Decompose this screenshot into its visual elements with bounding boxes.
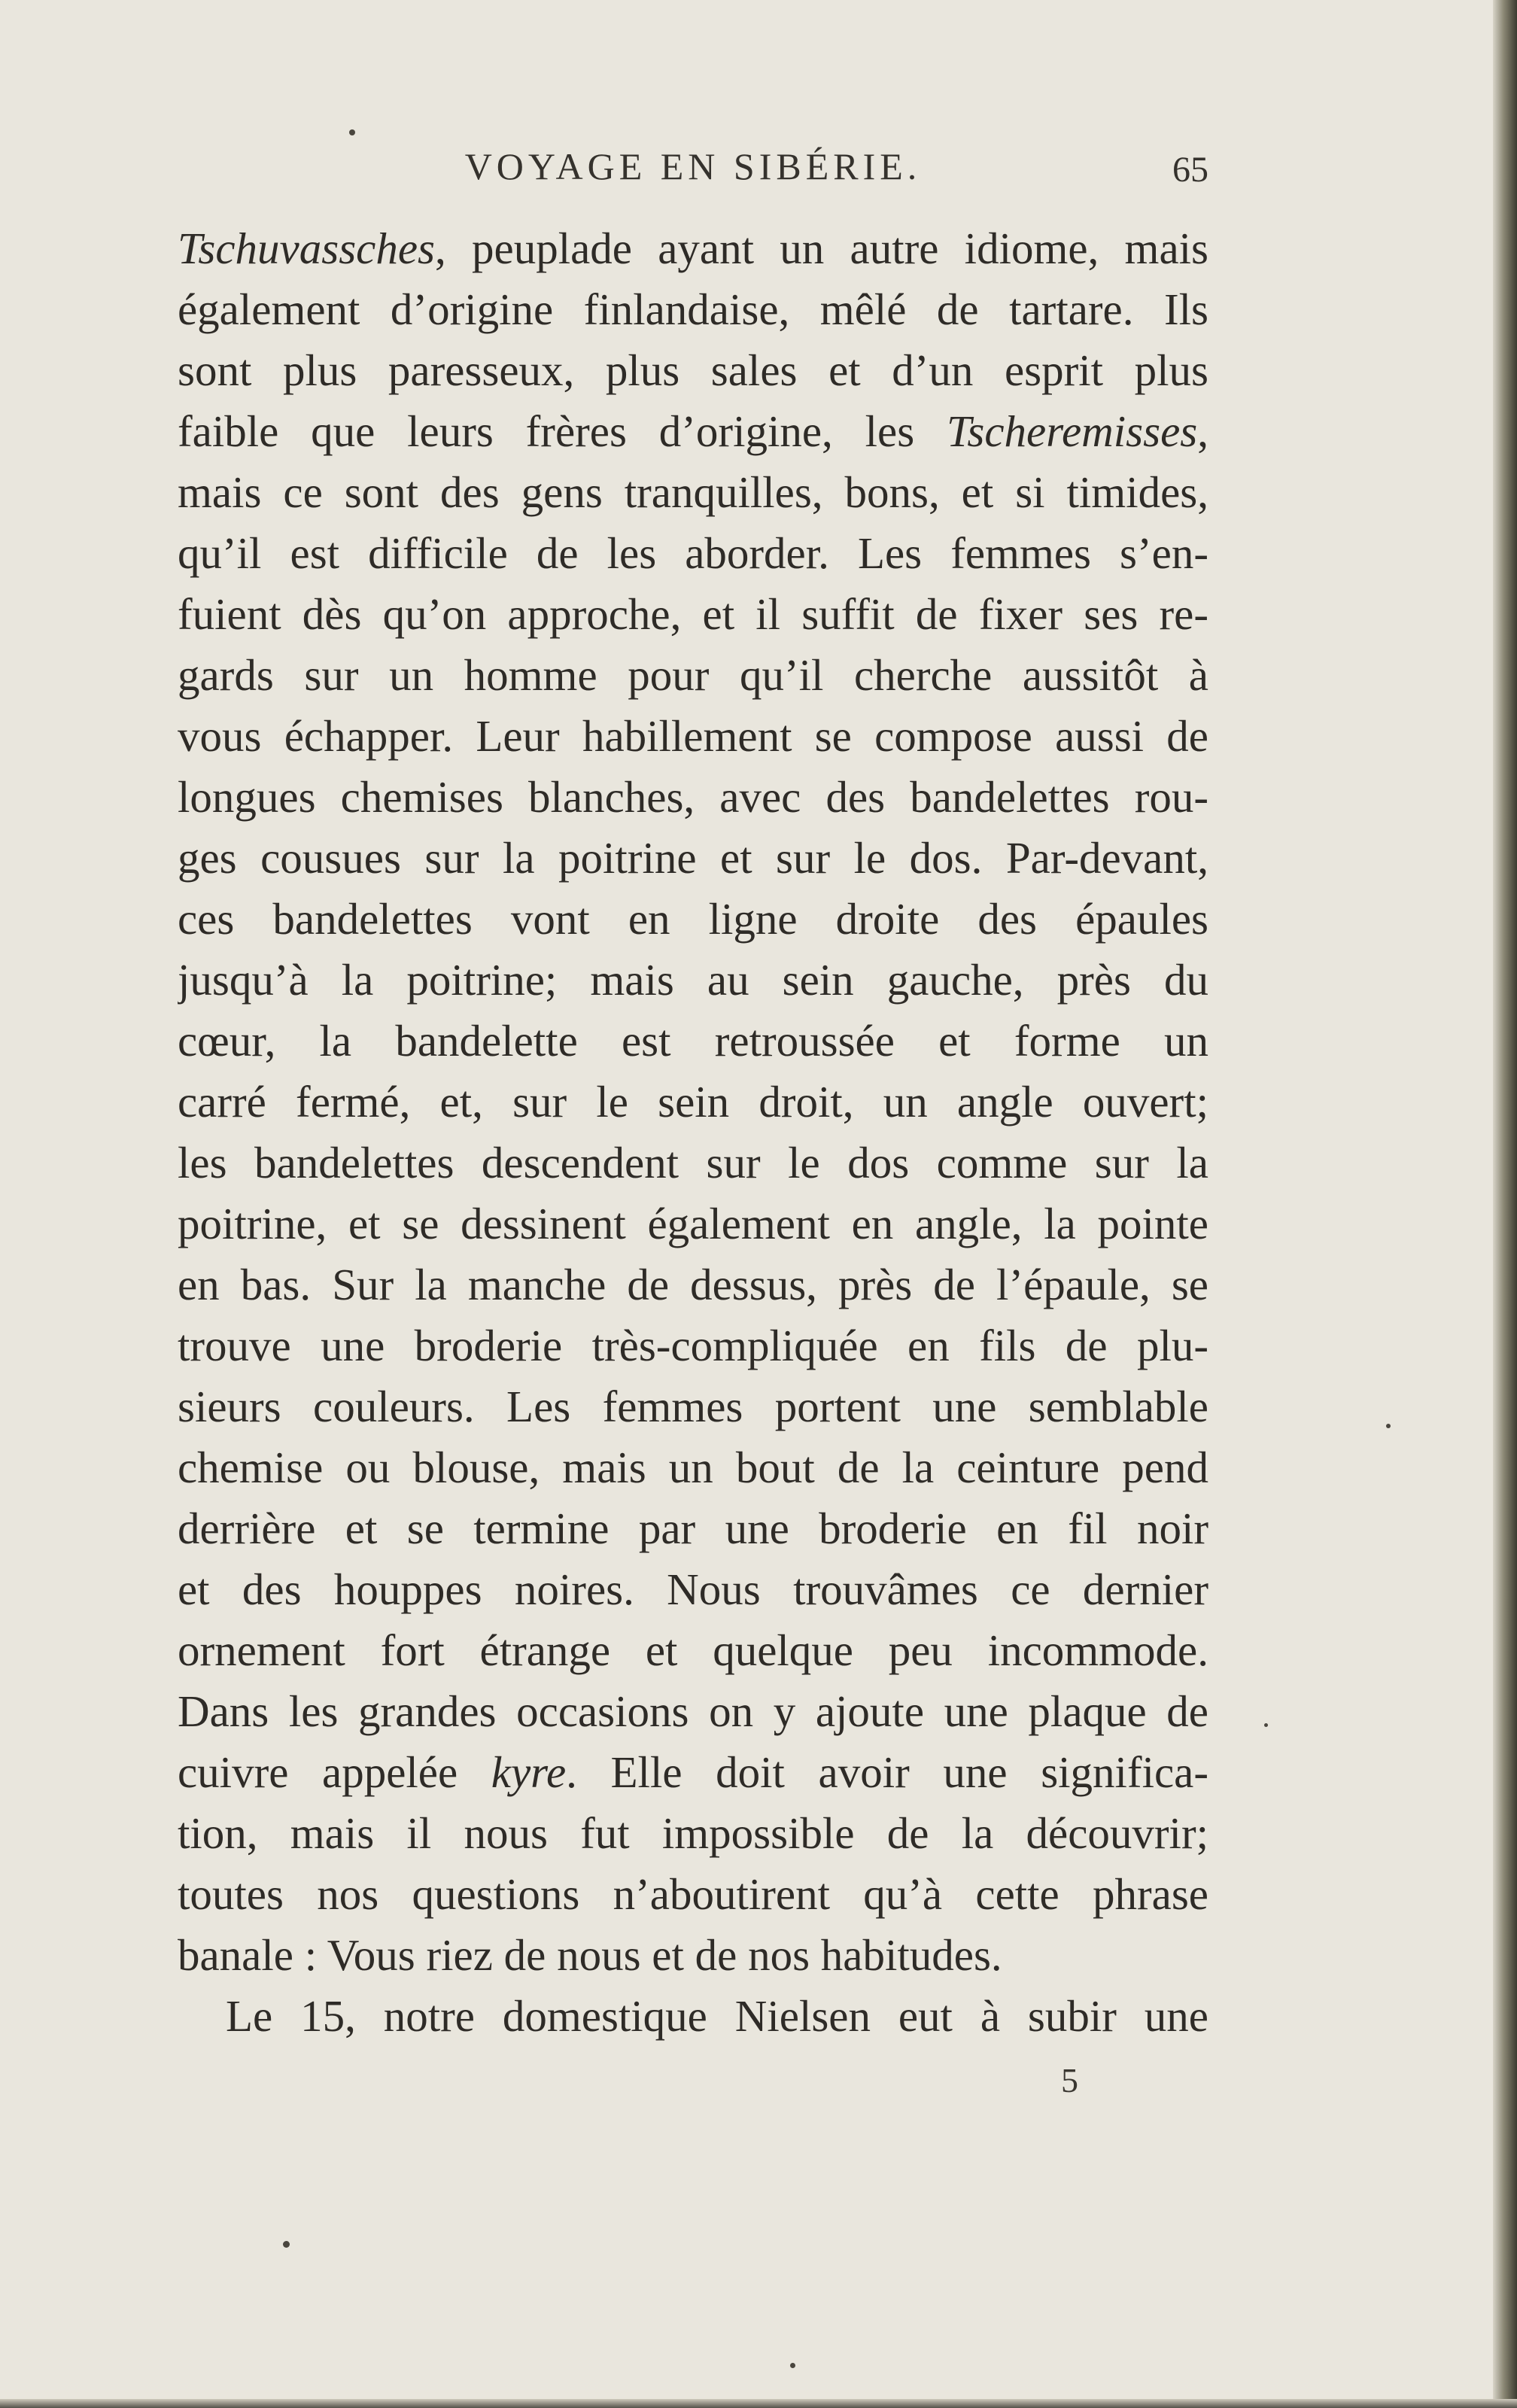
italic-term-tscheremisses: Tscheremisses xyxy=(946,406,1198,456)
body-text xyxy=(178,218,1208,2047)
text-line: cœur, la bandelette est retroussée et forme un xyxy=(178,1016,1208,1066)
paper-speck xyxy=(1264,1723,1268,1727)
paper-speck xyxy=(349,129,355,135)
text-line: jusqu’à la poitrine; mais au sein gauche, près du xyxy=(178,955,1208,1005)
text-line-paragraph-start: Le 15, notre domestique Nielsen eut à subir une xyxy=(226,1991,1208,2041)
text-line: ges cousues sur la poitrine et sur le dos. Par-devant, xyxy=(178,833,1208,883)
text-line: les bandelettes descendent sur le dos comme sur la xyxy=(178,1138,1208,1187)
text-line: mais ce sont des gens tranquilles, bons, et si timides, xyxy=(178,467,1208,517)
text-line: longues chemises blanches, avec des bandelettes rou- xyxy=(178,772,1208,822)
text-line: vous échapper. Leur habillement se compose aussi de xyxy=(178,711,1208,761)
paper-speck xyxy=(790,2363,795,2368)
signature-mark: 5 xyxy=(1061,2061,1078,2099)
text-line: sont plus paresseux, plus sales et d’un esprit plus xyxy=(178,345,1208,395)
paper-speck xyxy=(283,2241,290,2248)
paper-speck xyxy=(1386,1424,1391,1428)
text-line: tion, mais il nous fut impossible de la découvrir; xyxy=(178,1808,1208,1858)
text-line: derrière et se termine par une broderie en fil noir xyxy=(178,1503,1208,1553)
text-line: Tschuvassches, peuplade ayant un autre idiome, mais xyxy=(178,223,1208,273)
running-head xyxy=(178,144,1208,197)
text-line: ornement fort étrange et quelque peu incommode. xyxy=(178,1625,1208,1675)
text-line: Dans les grandes occasions on y ajoute une plaque de xyxy=(178,1686,1208,1736)
text-line: sieurs couleurs. Les femmes portent une semblable xyxy=(178,1382,1208,1431)
text-line: carré fermé, et, sur le sein droit, un angle ouvert; xyxy=(178,1077,1208,1126)
text-line: trouve une broderie très-compliquée en fils de plu- xyxy=(178,1321,1208,1370)
text-line: également d’origine finlandaise, mêlé de tartare. Ils xyxy=(178,284,1208,334)
italic-term-tschuvassches: Tschuvassches xyxy=(178,223,435,273)
text-line: fuient dès qu’on approche, et il suffit de fixer ses re- xyxy=(178,589,1208,639)
text-line: chemise ou blouse, mais un bout de la ceinture pend xyxy=(178,1443,1208,1492)
text-line: en bas. Sur la manche de dessus, près de l’épaule, se xyxy=(178,1260,1208,1309)
text-line: faible que leurs frères d’origine, les Tscheremisses, xyxy=(178,406,1208,456)
page-bottom-edge xyxy=(0,2399,1517,2408)
running-title: VOYAGE EN SIBÉRIE. xyxy=(464,145,922,187)
italic-term-kyre: kyre xyxy=(491,1747,567,1797)
text-line: gards sur un homme pour qu’il cherche aussitôt à xyxy=(178,650,1208,700)
text-line: banale : Vous riez de nous et de nos habitudes. xyxy=(178,1930,1002,1980)
text-line: qu’il est difficile de les aborder. Les femmes s’en- xyxy=(178,528,1208,578)
text-line: poitrine, et se dessinent également en angle, la pointe xyxy=(178,1199,1208,1248)
text-line: et des houppes noires. Nous trouvâmes ce dernier xyxy=(178,1564,1208,1614)
text-line: ces bandelettes vont en ligne droite des épaules xyxy=(178,894,1208,944)
page-number: 65 xyxy=(1172,150,1208,190)
text-line: toutes nos questions n’aboutirent qu’à cette phrase xyxy=(178,1869,1208,1919)
text-line: cuivre appelée kyre. Elle doit avoir une significa- xyxy=(178,1747,1208,1797)
binding-edge xyxy=(1493,0,1517,2408)
